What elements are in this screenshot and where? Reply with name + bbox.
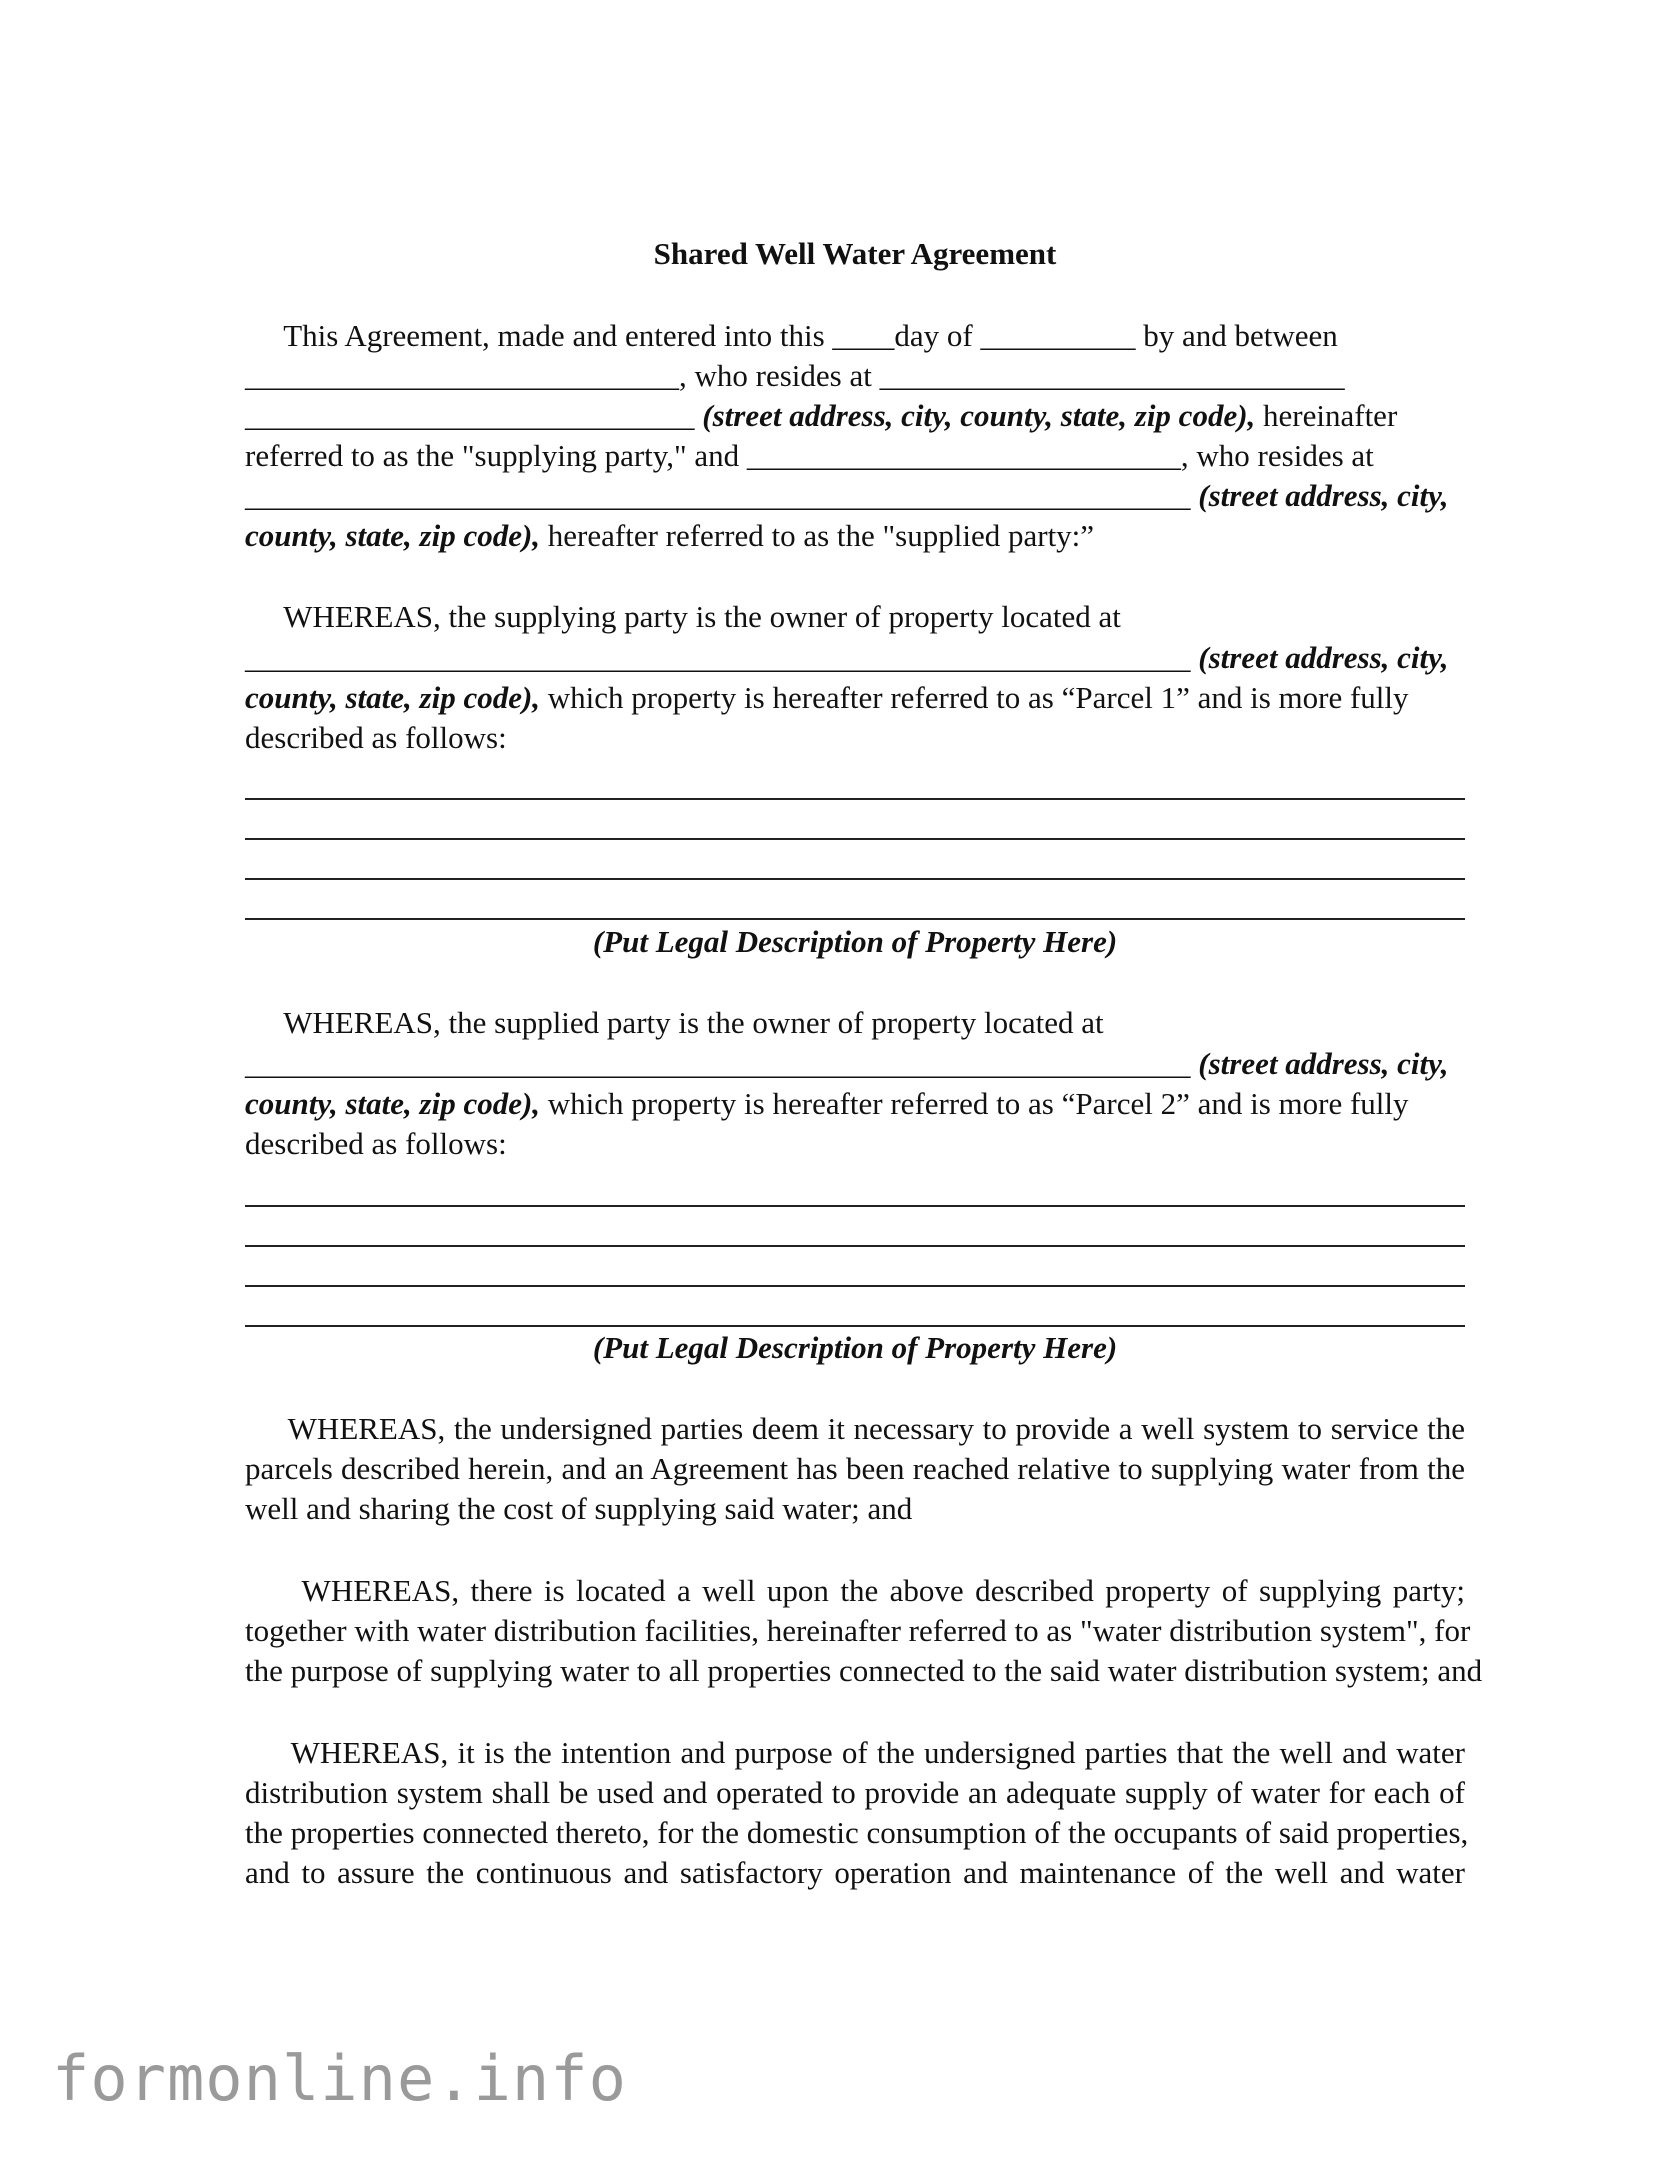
legal-description-blank[interactable] (245, 838, 1465, 840)
intro-line-2: ____________________________, who resides at ______________________________ (245, 358, 1345, 393)
whereas2-line-4: described as follows: (245, 1126, 507, 1161)
whereas5-line-1: WHEREAS, it is the intention and purpose of the undersigned parties that the well and water (245, 1735, 1465, 1770)
intro-line-5 (245, 476, 1465, 516)
whereas1-line-1: WHEREAS, the supplying party is the owner of property located at (245, 599, 1121, 634)
document-title: Shared Well Water Agreement (653, 236, 1057, 271)
legal-description-blank[interactable] (245, 878, 1465, 880)
whereas4-line-1: WHEREAS, there is located a well upon the above described property of supplying party; (245, 1573, 1465, 1608)
whereas-text: which property is hereafter referred to as “Parcel 1” and is more fully (540, 680, 1409, 715)
whereas5-line-4: and to assure the continuous and satisfactory operation and maintenance of the well and water (245, 1855, 1465, 1890)
address-hint: (street address, city, (1198, 478, 1449, 513)
blank-text: _____________________________________________________________ (245, 640, 1199, 675)
intro-line-3 (245, 396, 1465, 436)
whereas5-line-3: the properties connected thereto, for the domestic consumption of the occupants of said properties, (245, 1815, 1469, 1850)
intro-line-4: referred to as the "supplying party," and ____________________________, who resides at (245, 438, 1374, 473)
address-hint: county, state, zip code), (245, 680, 541, 715)
intro-text: hereafter referred to as the "supplied party:” (540, 518, 1095, 553)
intro-line-1: This Agreement, made and entered into this ____day of __________ by and between (245, 318, 1338, 353)
legal-description-note-2: (Put Legal Description of Property Here) (592, 1330, 1118, 1365)
whereas1-line-3 (245, 678, 1465, 718)
blank-text: _____________________________________________________________ (245, 478, 1199, 513)
legal-description-blank[interactable] (245, 918, 1465, 920)
whereas2-line-1: WHEREAS, the supplied party is the owner of property located at (245, 1005, 1104, 1040)
whereas-text: which property is hereafter referred to as “Parcel 2” and is more fully (540, 1086, 1409, 1121)
legal-description-blank[interactable] (245, 1245, 1465, 1247)
legal-description-blank[interactable] (245, 1325, 1465, 1327)
legal-description-note-1: (Put Legal Description of Property Here) (592, 924, 1118, 959)
intro-line-6 (245, 516, 1465, 556)
whereas5-line-2: distribution system shall be used and operated to provide an adequate supply of water for each of (245, 1775, 1465, 1810)
whereas3-line-2: parcels described herein, and an Agreement has been reached relative to supplying water from the (245, 1451, 1465, 1486)
blank-text: _____________________________ (245, 398, 703, 433)
address-hint: county, state, zip code), (245, 1086, 541, 1121)
watermark: formonline.info (52, 2042, 627, 2115)
whereas4-line-3: the purpose of supplying water to all properties connected to the said water distribution system; and (245, 1653, 1483, 1688)
whereas1-line-2 (245, 638, 1465, 678)
address-hint: (street address, city, county, state, zip code), (702, 398, 1256, 433)
address-hint: county, state, zip code), (245, 518, 541, 553)
address-hint: (street address, city, (1198, 640, 1449, 675)
whereas3-line-1: WHEREAS, the undersigned parties deem it necessary to provide a well system to service the (245, 1411, 1465, 1446)
whereas2-line-3 (245, 1084, 1465, 1124)
legal-description-blank[interactable] (245, 1205, 1465, 1207)
whereas3-line-3: well and sharing the cost of supplying said water; and (245, 1491, 913, 1526)
blank-text: _____________________________________________________________ (245, 1046, 1199, 1081)
whereas4-line-2: together with water distribution facilities, hereinafter referred to as "water distribution system", for (245, 1613, 1471, 1648)
legal-description-blank[interactable] (245, 798, 1465, 800)
legal-description-blank[interactable] (245, 1285, 1465, 1287)
whereas2-line-2 (245, 1044, 1465, 1084)
whereas1-line-4: described as follows: (245, 720, 507, 755)
address-hint: (street address, city, (1198, 1046, 1449, 1081)
intro-text: hereinafter (1255, 398, 1398, 433)
